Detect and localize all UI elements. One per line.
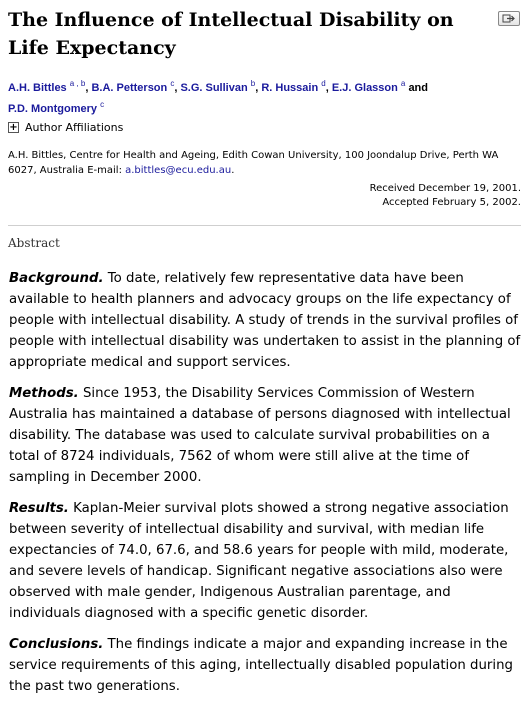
- section-label: Methods.: [9, 386, 79, 401]
- received-date: Received December 19, 2001.: [369, 183, 521, 194]
- author-affiliation-marker[interactable]: d: [321, 79, 326, 88]
- abstract-section-results: [9, 498, 521, 624]
- section-label: Background.: [9, 271, 104, 286]
- section-text: Since 1953, the Disability Services Commission of Western Australia has maintained a database of persons diagnosed with intellectual disability. The database was used to calculate survival probabilities on a total of 8724 individuals, 7562 of whom were still alive at the time of sampling in December 2000.: [9, 386, 511, 485]
- section-label: Results.: [9, 501, 69, 516]
- article-title: The Influence of Intellectual Disability on Life Expectancy: [8, 9, 454, 59]
- abstract-body: [9, 268, 521, 707]
- corresponding-author-info: [8, 148, 518, 178]
- author-link[interactable]: P.D. Montgomery: [8, 103, 98, 115]
- author-link[interactable]: S.G. Sullivan: [180, 82, 248, 94]
- author-affiliation-marker[interactable]: a: [400, 79, 406, 88]
- author-affiliations-toggle[interactable]: [8, 121, 123, 134]
- section-divider: [8, 225, 521, 226]
- author-affiliation-marker[interactable]: a , b: [69, 79, 86, 88]
- section-label: Conclusions.: [9, 637, 104, 652]
- abstract-section-background: [9, 268, 521, 373]
- author-link[interactable]: R. Hussain: [261, 82, 319, 94]
- affiliation-text: A.H. Bittles, Centre for Health and Ageing, Edith Cowan University, 100 Joondalup Drive, Perth WA 6027, Australia E-mail:: [8, 150, 499, 176]
- abstract-section-conclusions: [9, 634, 521, 697]
- plus-icon: +: [9, 122, 18, 133]
- abstract-heading: Abstract: [8, 236, 60, 250]
- article-dates: [370, 182, 521, 210]
- author-link[interactable]: A.H. Bittles: [8, 82, 67, 94]
- section-text: To date, relatively few representative data have been available to health planners and advocacy groups on the life expectancy of people with intellectual disability. A study of trends in the survival profiles of people with intellectual disability was undertaken to assist in the planning of appropriate medical and support services.: [9, 271, 521, 370]
- author-affiliation-marker[interactable]: c: [170, 79, 175, 88]
- authors-conjunction: and: [408, 82, 428, 94]
- affiliation-trailing: .: [231, 165, 235, 176]
- section-text: Kaplan-Meier survival plots showed a strong negative association between severity of intellectual disability and survival, with median life expectancies of 74.0, 67.6, and 58.6 years for people with mild, moderate, and severe levels of handicap. Significant negative associations also were observed with male gender, Indigenous Australian parentage, and individuals diagnosed with a specific genetic disorder.: [9, 501, 509, 621]
- author-link[interactable]: E.J. Glasson: [331, 82, 398, 94]
- author-list: A.H. Bittles $^{a , b}$, B.A. Petterson $^c$, S.G. Sullivan $^b$, R. Hussain $^d$, E.J. Glasson $^a$ and P.D. Montgomery $^c$: [8, 79, 428, 115]
- share-arrow-icon: [502, 14, 516, 23]
- email-link[interactable]: a.bittles@ecu.edu.au: [125, 165, 232, 176]
- section-text: The findings indicate a major and expanding increase in the service requirements of this aging, intellectually disabled population during the past two generations.: [9, 637, 513, 694]
- author-affiliation-marker[interactable]: c: [100, 100, 105, 109]
- share-button[interactable]: [498, 11, 520, 26]
- author-affiliations-label: Author Affiliations: [25, 121, 124, 134]
- accepted-date: Accepted February 5, 2002.: [382, 197, 521, 208]
- author-link[interactable]: B.A. Petterson: [91, 82, 168, 94]
- abstract-section-methods: [9, 383, 521, 488]
- author-affiliation-marker[interactable]: b: [250, 79, 256, 88]
